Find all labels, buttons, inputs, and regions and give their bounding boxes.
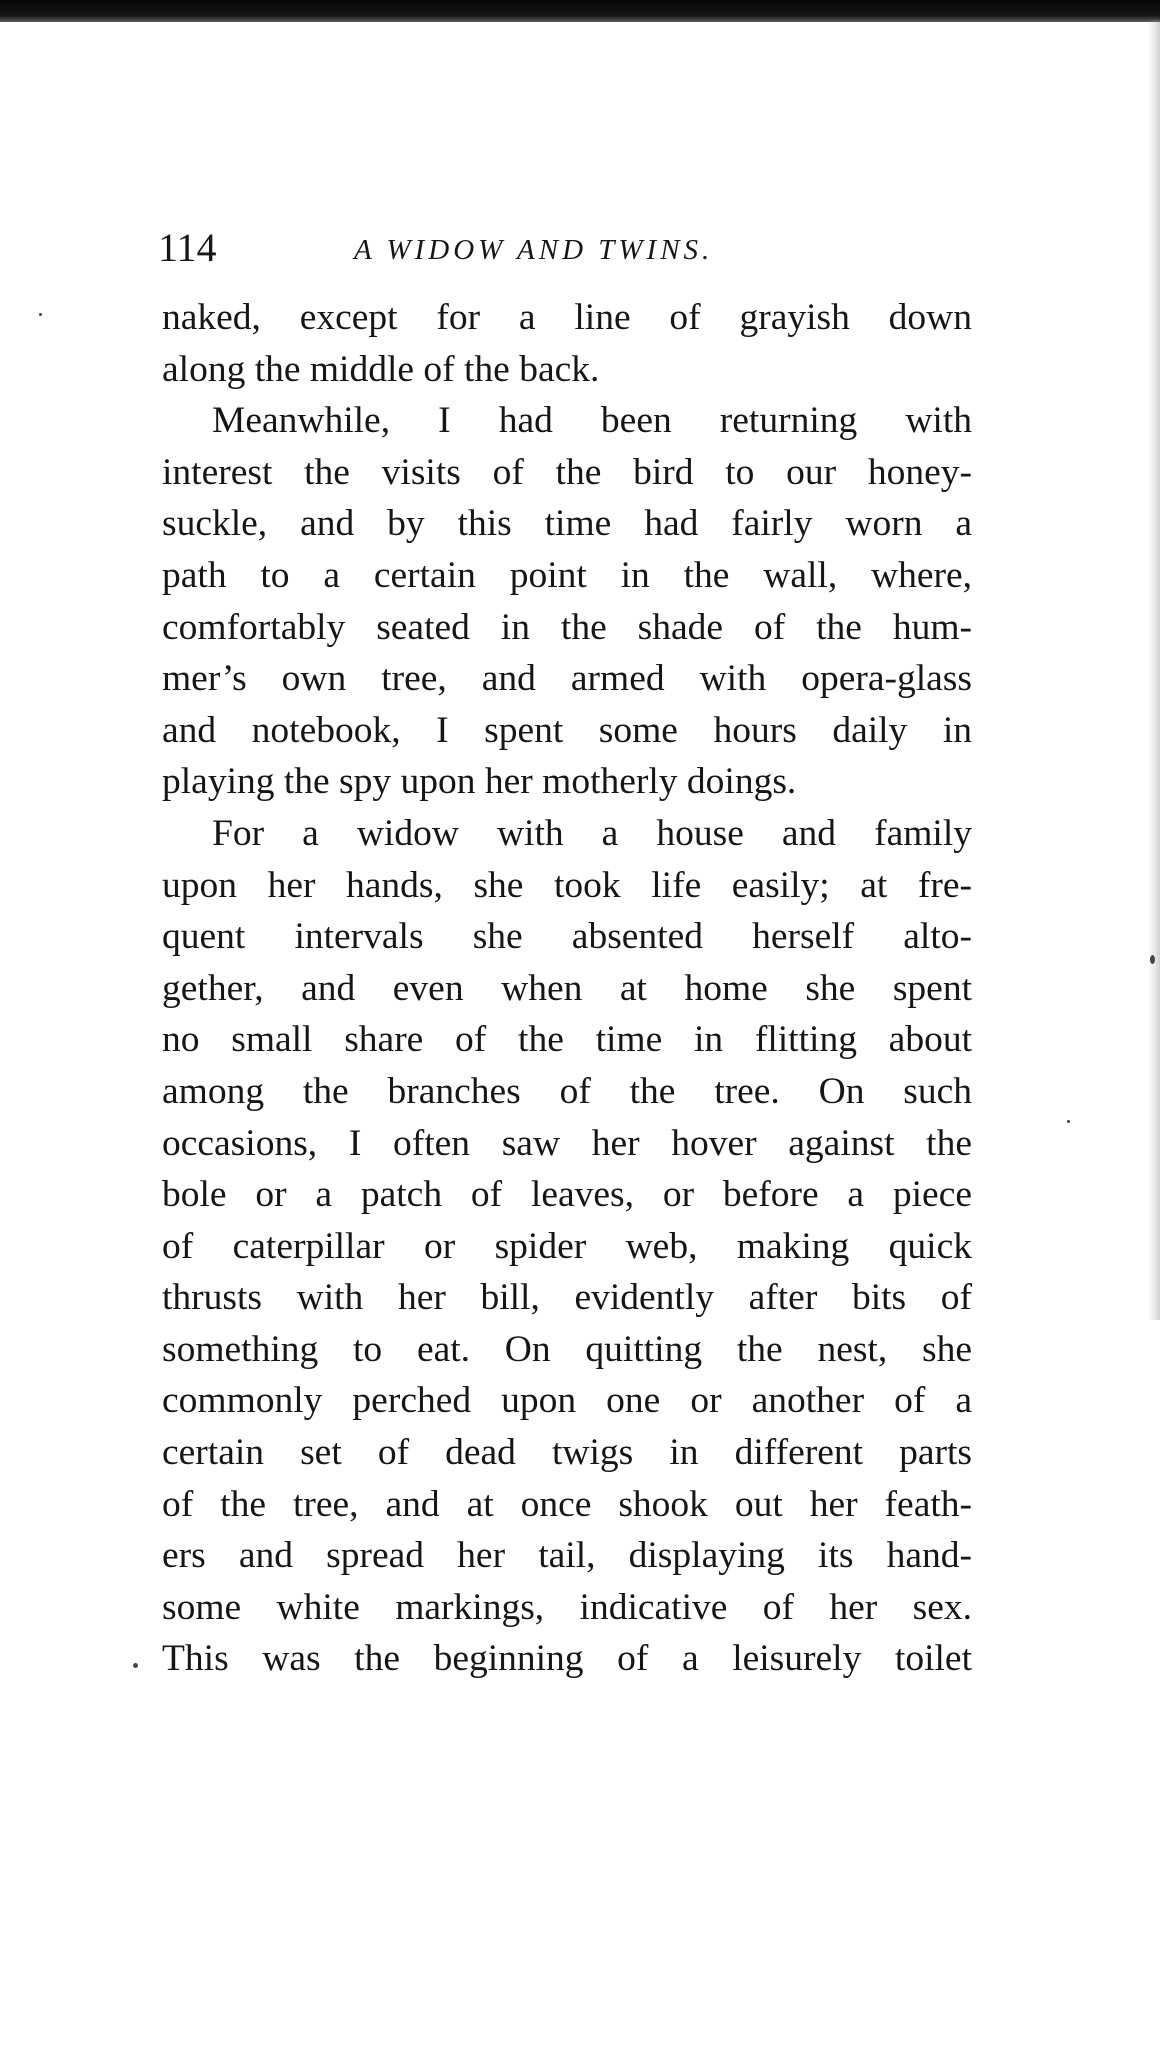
text-line: gether, and even when at home she spent xyxy=(162,967,972,1009)
running-header xyxy=(158,222,978,274)
text-line: among the branches of the tree. On such xyxy=(162,1070,972,1112)
paper-speck xyxy=(1067,1120,1070,1123)
text-line: something to eat. On quitting the nest, she xyxy=(162,1328,972,1370)
text-line: ers and spread her tail, displaying its hand- xyxy=(162,1535,972,1577)
page-top-edge xyxy=(0,0,1160,22)
text-line: naked, except for a line of grayish down xyxy=(162,297,972,338)
page-number: 114 xyxy=(158,225,217,270)
text-line: interest the visits of the bird to our honey- xyxy=(162,451,972,493)
paper-speck xyxy=(133,1663,138,1668)
text-line: bole or a patch of leaves, or before a piece xyxy=(162,1174,972,1216)
text-line: quent intervals she absented herself alto- xyxy=(162,916,972,958)
paper-speck xyxy=(39,313,42,316)
text-line: thrusts with her bill, evidently after bits of xyxy=(162,1277,972,1319)
paragraph-start-line: Meanwhile, I had been returning with xyxy=(212,400,972,442)
text-line: This was the beginning of a leisurely toilet xyxy=(162,1638,972,1680)
text-line: along the middle of the back. xyxy=(162,348,600,390)
text-line: suckle, and by this time had fairly worn a xyxy=(162,503,972,545)
text-line: path to a certain point in the wall, where, xyxy=(162,554,972,596)
text-line: upon her hands, she took life easily; at fre- xyxy=(162,864,972,906)
text-line: some white markings, indicative of her sex. xyxy=(162,1586,972,1628)
text-line: and notebook, I spent some hours daily in xyxy=(162,709,972,751)
paragraph-start-line: For a widow with a house and family xyxy=(212,812,972,854)
text-line: commonly perched upon one or another of a xyxy=(162,1380,972,1422)
paper-speck xyxy=(1150,955,1155,964)
running-title: A WIDOW AND TWINS. xyxy=(354,234,714,266)
page-right-edge xyxy=(1148,20,1160,1320)
text-line: certain set of dead twigs in different parts xyxy=(162,1432,972,1474)
text-line: playing the spy upon her motherly doings. xyxy=(162,761,797,803)
text-line: mer’s own tree, and armed with opera-glass xyxy=(162,658,972,700)
text-line: comfortably seated in the shade of the hum- xyxy=(162,606,972,648)
text-line: of the tree, and at once shook out her feath- xyxy=(162,1483,972,1525)
text-line: no small share of the time in flitting about xyxy=(162,1019,972,1061)
body-text xyxy=(162,292,972,1685)
text-line: occasions, I often saw her hover against the xyxy=(162,1122,972,1164)
text-line: of caterpillar or spider web, making quick xyxy=(162,1225,972,1267)
